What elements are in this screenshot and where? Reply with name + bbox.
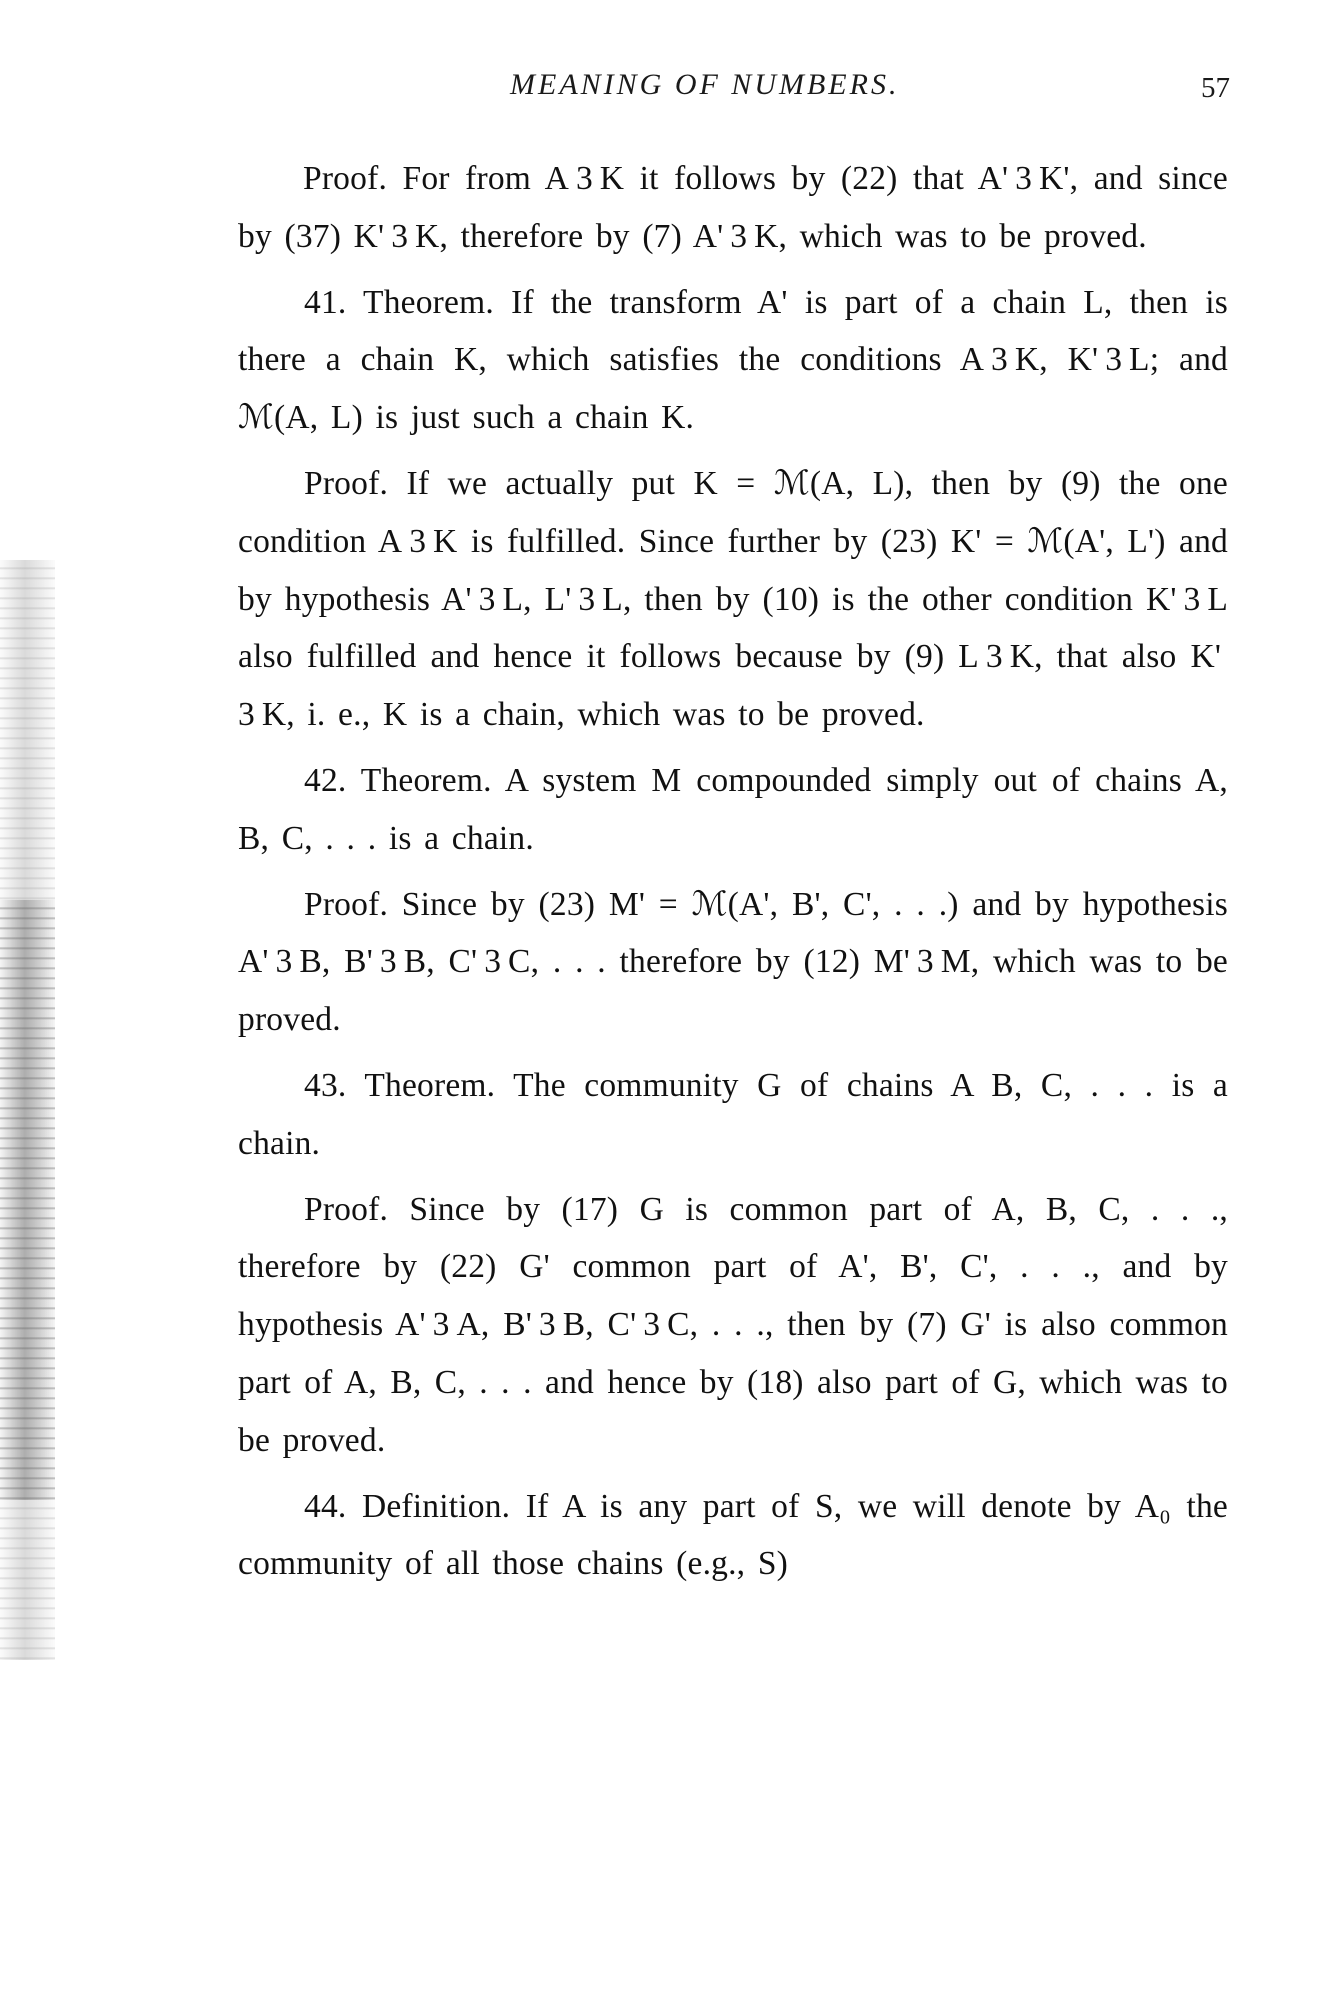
- paragraph-proof-40: Proof. For from A 3 K it follows by (22) that A' 3 K', and since by (37) K' 3 K, therefore by (7) A' 3 K, which was to be proved.: [238, 160, 1228, 255]
- scan-edge-shadow-dense: [0, 900, 55, 1500]
- running-head: MEANING OF NUMBERS.: [510, 68, 900, 101]
- paragraph-theorem-41: 41. Theorem. If the transform A' is part of a chain L, then is there a chain K, which satisfies the conditions A 3 K, K' 3 L; and ℳ(A, L) is just such a chain K.: [238, 283, 1228, 437]
- paragraph-proof-43: Proof. Since by (17) G is common part of A, B, C, . . ., therefore by (22) G' common part of A', B', C', . . ., and by hypothesis A' 3 A, B' 3 B, C' 3 C, . . ., then by (7) G' is also common part of A, B, C, . . . and hence by (18) also part of G, which was to be proved.: [238, 1190, 1228, 1459]
- paragraph-proof-42: Proof. Since by (23) M' = ℳ(A', B', C', . . .) and by hypothesis A' 3 B, B' 3 B, C' 3 C, . . . therefore by (12) M' 3 M, which was to be proved.: [238, 885, 1228, 1039]
- page-body: [238, 150, 1228, 1601]
- paragraph-theorem-43: 43. Theorem. The community G of chains A B, C, . . . is a chain.: [238, 1066, 1228, 1162]
- paragraph-theorem-42: 42. Theorem. A system M compounded simply out of chains A, B, C, . . . is a chain.: [238, 761, 1228, 857]
- page-header: [240, 62, 1230, 110]
- paragraph-proof-41: Proof. If we actually put K = ℳ(A, L), then by (9) the one condition A 3 K is fulfilled. Since further by (23) K' = ℳ(A', L') and by hypothesis A' 3 L, L' 3 L, then by (10) is the other condition K' 3 L also fulfilled and hence it follows because by (9) L 3 K, that also K' 3 K, i. e., K is a chain, which was to be proved.: [238, 464, 1228, 734]
- page-number: 57: [1201, 72, 1230, 104]
- paragraph-definition-44: 44. Definition. If A is any part of S, we will denote by A₀ the community of all those chains (e.g., S): [238, 1487, 1228, 1583]
